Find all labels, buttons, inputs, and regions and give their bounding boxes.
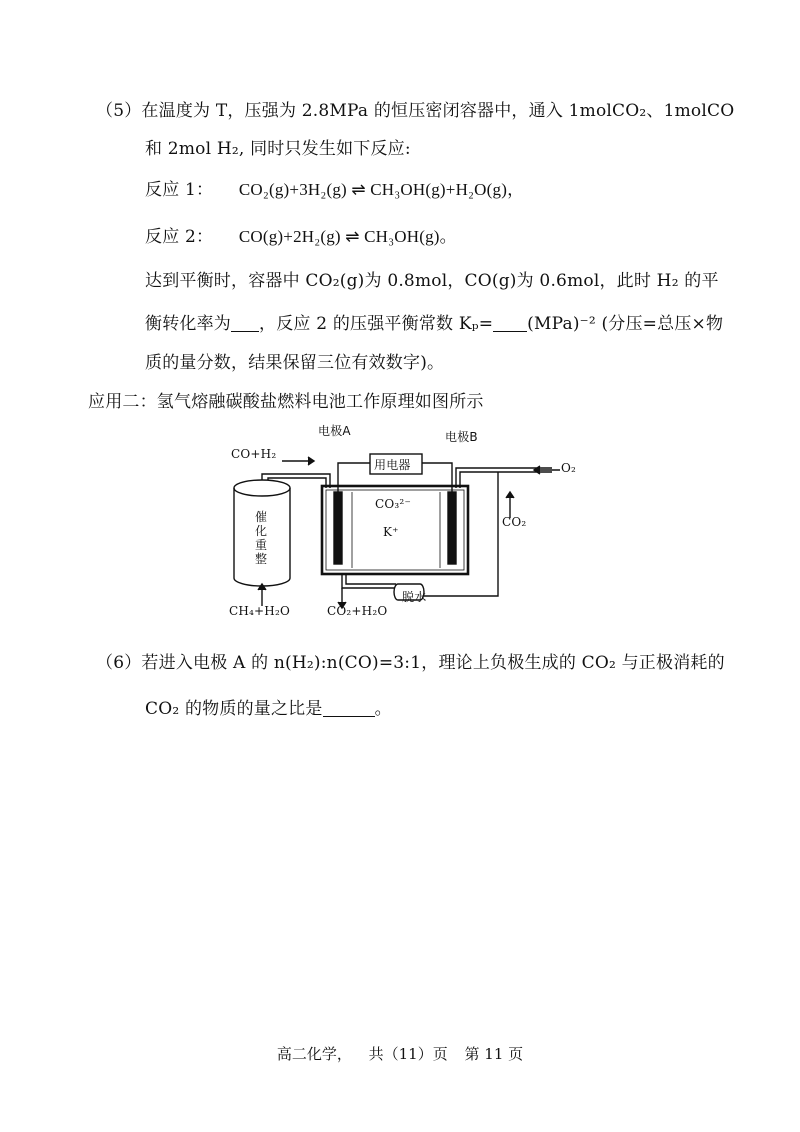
footer-subject: 高二化学，	[276, 1045, 352, 1063]
co2-feed-label: CO₂	[502, 515, 527, 529]
reformer-top	[234, 480, 290, 496]
reformer-char-2: 化	[255, 524, 268, 538]
footer-total: 共（11）页	[368, 1045, 448, 1063]
reformer-char-3: 重	[255, 538, 268, 552]
q5-line6-b: ，反应 2 的压强平衡常数 Kₚ=	[259, 314, 494, 334]
q5-line6-c: (MPa)⁻² (分压=总压×物	[527, 314, 724, 334]
q5-line6-a: 衡转化率为	[145, 314, 231, 334]
reformer-label	[255, 510, 269, 566]
reaction-1	[145, 175, 524, 200]
page-footer	[0, 1043, 800, 1064]
reaction-1-equation: CO₂(g)+3H₂(g) ⇌ CH₃OH(g)+H₂O(g)，	[238, 180, 525, 199]
q5-line7: 质的量分数，结果保留三位有效数字)。	[145, 353, 445, 373]
q5-line6	[145, 309, 723, 334]
q6-line2-text: CO₂ 的物质的量之比是	[145, 699, 323, 719]
electrode-b-label: 电极B	[445, 430, 478, 444]
outlet-label: CO₂+H₂O	[327, 604, 388, 618]
reaction-1-label: 反应 1：	[145, 180, 214, 200]
q6-line2-end: 。	[374, 699, 392, 719]
reformer-char-1: 催	[255, 510, 268, 524]
q6-line2	[145, 694, 392, 719]
reaction-2	[145, 222, 457, 247]
q5-line5: 达到平衡时，容器中 CO₂(g)为 0.8mol，CO(g)为 0.6mol，此时 H₂ 的平	[145, 271, 719, 291]
reformer-input-label: CH₄+H₂O	[229, 604, 291, 618]
device-label: 用电器	[374, 458, 411, 472]
electrode-b	[448, 492, 456, 564]
q5-line1: （5）在温度为 T，压强为 2.8MPa 的恒压密闭容器中，通入 1molCO₂、1molCO	[96, 101, 735, 121]
reaction-2-equation: CO(g)+2H₂(g) ⇌ CH₃OH(g)。	[238, 227, 457, 246]
electrode-a	[334, 492, 342, 564]
inlet-a-label: CO+H₂	[231, 447, 277, 461]
ion-potassium: K⁺	[383, 525, 399, 539]
ion-carbonate: CO₃²⁻	[375, 497, 411, 511]
answer-blank-conversion[interactable]	[231, 315, 259, 332]
inlet-b-label: O₂	[561, 461, 577, 475]
answer-blank-kp[interactable]	[493, 315, 527, 332]
reformer-char-4: 整	[255, 552, 268, 566]
reaction-2-label: 反应 2：	[145, 227, 214, 247]
q5-line2: 和 2mol H₂, 同时只发生如下反应:	[145, 139, 411, 159]
answer-blank-ratio[interactable]	[323, 700, 375, 717]
q6-line1: （6）若进入电极 A 的 n(H₂):n(CO)=3:1，理论上负极生成的 CO₂ 与正极消耗的	[96, 653, 725, 673]
footer-page: 第 11 页	[464, 1045, 524, 1063]
application-2-heading: 应用二：氢气熔融碳酸盐燃料电池工作原理如图所示	[88, 392, 484, 412]
dehydrator-label: 脱水	[402, 590, 427, 604]
electrode-a-label: 电极A	[318, 424, 351, 438]
